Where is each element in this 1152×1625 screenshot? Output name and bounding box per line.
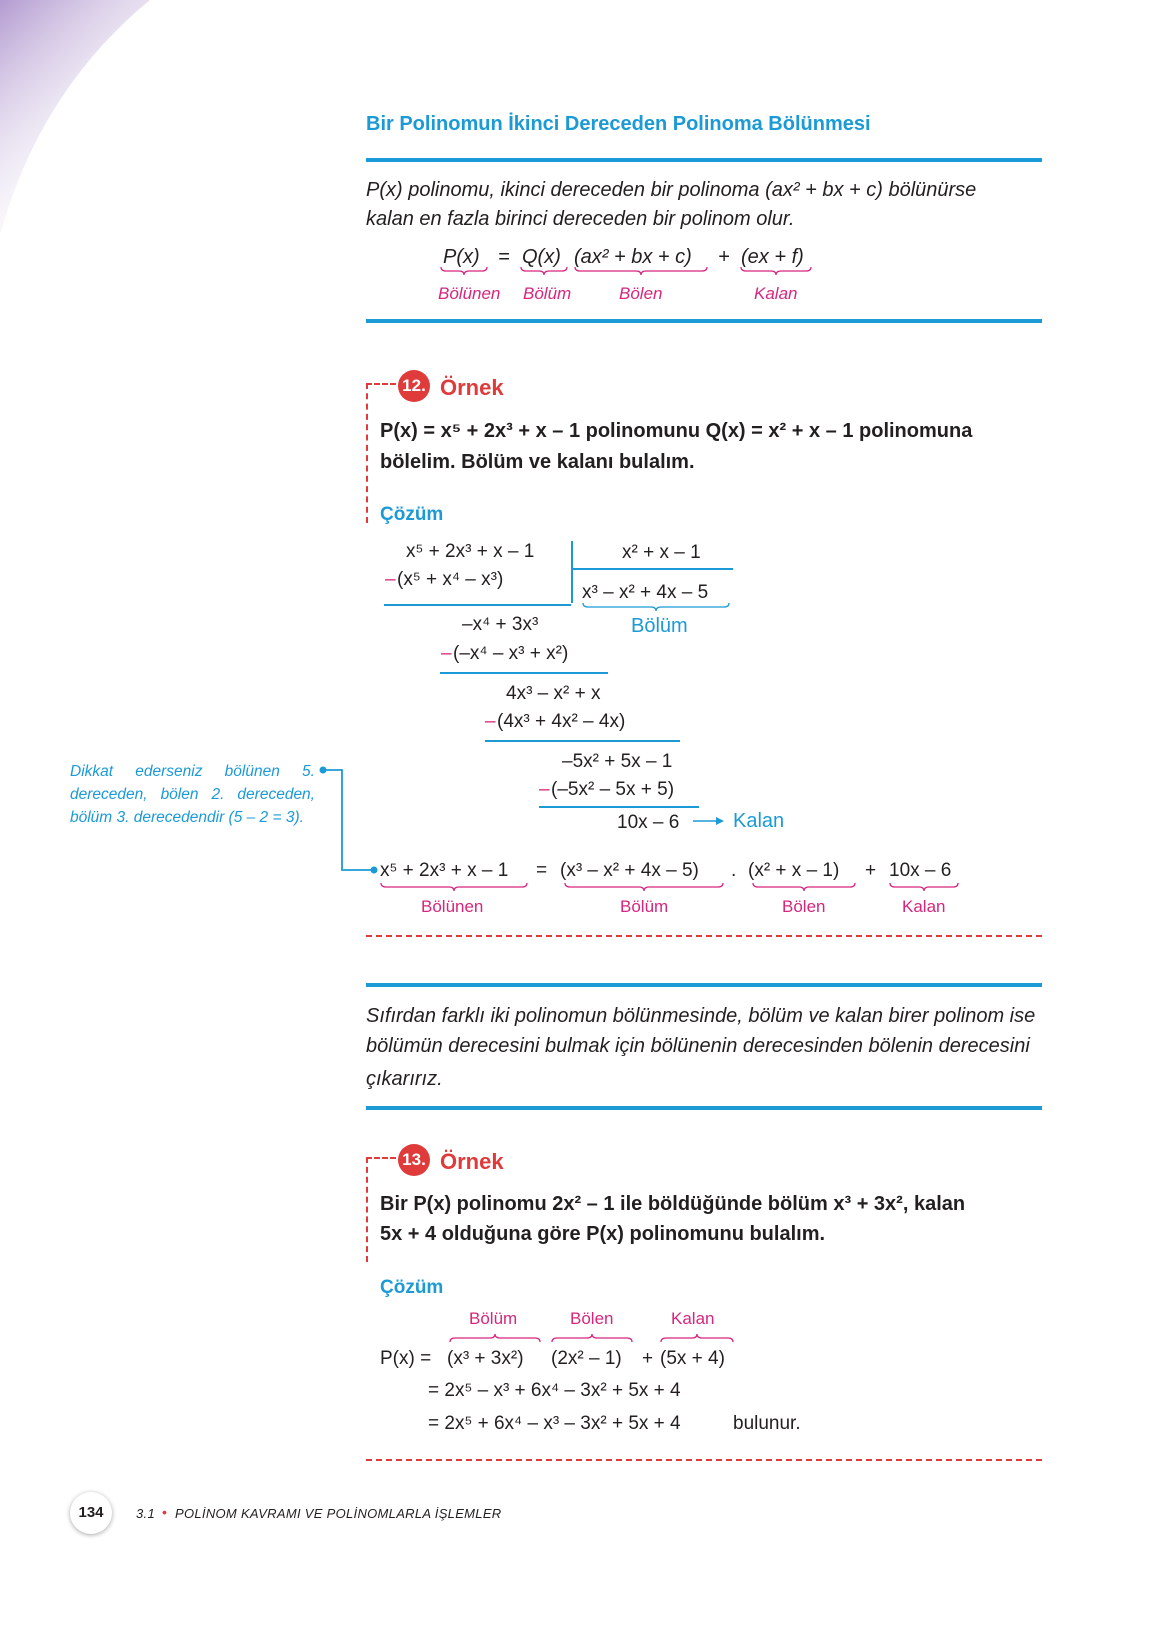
brace-bolunen-2 (380, 882, 528, 892)
example12-dash-bottom (366, 935, 1042, 937)
example13-badge: 13. (398, 1144, 430, 1176)
example13-title: Örnek (440, 1149, 504, 1174)
rule-bottom-line (366, 1106, 1042, 1110)
identity-eq: = (536, 860, 548, 881)
div-sub-2: (–x⁴ – x³ + x²) (453, 643, 569, 664)
formula-eq: = (498, 246, 510, 268)
div-sub-3: (4x³ + 4x² – 4x) (497, 711, 626, 732)
div-row-3: 4x³ – x² + x (506, 683, 601, 704)
formula-divisor: (ax² + bx + c) (574, 246, 692, 268)
identity-plus: + (865, 860, 877, 881)
div-dividend: x⁵ + 2x³ + x – 1 (406, 541, 535, 562)
brace-bolum-3 (449, 1333, 541, 1343)
identity-remainder: 10x – 6 (889, 860, 952, 881)
brace-bolunen-1 (440, 266, 488, 276)
divisor-bracket-vertical (571, 541, 573, 603)
label-bolunen-1: Bölünen (438, 284, 501, 303)
page-number: 134 (70, 1492, 112, 1534)
label-kalan-1: Kalan (754, 284, 798, 303)
intro-line-2: kalan en fazla birinci dereceden bir polinom olur. (366, 208, 795, 230)
div-remainder: 10x – 6 (617, 812, 680, 833)
corner-decoration (0, 0, 160, 240)
sol13-plus: + (642, 1348, 654, 1369)
example12-dash-side (366, 383, 368, 523)
brace-bolen-2 (752, 882, 856, 892)
example12-problem-line-2: bölelim. Bölüm ve kalanı bulalım. (380, 451, 695, 473)
div-minus-4: – (539, 779, 550, 800)
top-rule (366, 158, 1042, 162)
div-line-2 (440, 672, 608, 674)
divisor-bracket-horizontal (571, 568, 733, 570)
example12-cozum: Çözüm (380, 504, 444, 525)
div-row-2: –x⁴ + 3x³ (462, 614, 539, 635)
footer-chapter-number: 3.1 (136, 1506, 155, 1521)
brace-quotient (582, 602, 730, 612)
example12-problem-line-1: P(x) = x⁵ + 2x³ + x – 1 polinomunu Q(x) = x² + x – 1 polinomuna (380, 420, 973, 442)
div-line-4 (539, 806, 699, 808)
rule-line-3: çıkarırız. (366, 1068, 443, 1090)
example12-dash-top (366, 383, 396, 385)
example12-title: Örnek (440, 375, 504, 400)
sol13-line-3: = 2x⁵ + 6x⁴ – x³ – 3x² + 5x + 4 (428, 1413, 681, 1434)
div-divisor: x² + x – 1 (622, 542, 701, 563)
brace-kalan-2 (889, 882, 959, 892)
div-row-4: –5x² + 5x – 1 (562, 751, 673, 772)
section-title: Bir Polinomun İkinci Dereceden Polinoma Bölünmesi (366, 113, 871, 135)
footer-chapter-title: POLİNOM KAVRAMI VE POLİNOMLARLA İŞLEMLER (175, 1506, 502, 1521)
example13-problem-line-2: 5x + 4 olduğuna göre P(x) polinomunu bulalım. (380, 1223, 826, 1245)
example13-cozum: Çözüm (380, 1277, 444, 1298)
example13-dash-side (366, 1157, 368, 1262)
formula-qx: Q(x) (522, 246, 561, 268)
identity-dot: . (731, 860, 737, 881)
sol13-line-3-suffix: bulunur. (733, 1413, 801, 1434)
div-sub-4: (–5x² – 5x + 5) (551, 779, 675, 800)
example13-dash-bottom (366, 1459, 1042, 1461)
identity-dividend: x⁵ + 2x³ + x – 1 (380, 860, 509, 881)
footer-bullet: • (162, 1504, 167, 1520)
div-remainder-label: Kalan (733, 810, 785, 832)
rule-top-line (366, 983, 1042, 987)
div-line-3 (485, 740, 680, 742)
div-quotient-label: Bölüm (631, 615, 688, 637)
formula-px: P(x) (443, 246, 480, 268)
formula-remainder: (ex + f) (741, 246, 804, 268)
label-bolen-2: Bölen (782, 897, 826, 916)
brace-bolum-2 (564, 882, 724, 892)
div-minus-3: – (485, 711, 496, 732)
label-bolen-1: Bölen (619, 284, 663, 303)
side-note: Dikkat ederseniz bölünen 5. dereceden, bölen 2. dereceden, bölüm 3. derecedendir (5 – 2 = 3). (70, 763, 315, 826)
div-minus-1: – (385, 569, 396, 590)
sol13-kalan: (5x + 4) (660, 1348, 725, 1369)
label-bolunen-2: Bölünen (421, 897, 484, 916)
brace-bolum-1 (520, 266, 568, 276)
brace-kalan-3 (660, 1333, 734, 1343)
label-bolum-2: Bölüm (620, 897, 669, 916)
arrow-to-kalan-icon (692, 815, 726, 827)
example12-badge: 12. (398, 370, 430, 402)
sol13-bolum: (x³ + 3x²) (447, 1348, 524, 1369)
example13-problem-line-1: Bir P(x) polinomu 2x² – 1 ile böldüğünde bölüm x³ + 3x², kalan (380, 1193, 966, 1215)
div-sub-1: (x⁵ + x⁴ – x³) (397, 569, 504, 590)
sol13-line-2: = 2x⁵ – x³ + 6x⁴ – 3x² + 5x + 4 (428, 1380, 681, 1401)
rule-line-2: bölümün derecesini bulmak için bölünenin derecesinden bölenin derecesini (366, 1035, 1030, 1057)
label-kalan-2: Kalan (902, 897, 946, 916)
label-bolum-3: Bölüm (469, 1309, 518, 1328)
label-bolen-3: Bölen (570, 1309, 614, 1328)
intro-line-1: P(x) polinomu, ikinci dereceden bir polinoma (ax² + bx + c) bölünürse (366, 179, 977, 201)
sol13-bolen: (2x² – 1) (551, 1348, 622, 1369)
example13-dash-top (366, 1157, 396, 1159)
brace-bolen-3 (551, 1333, 633, 1343)
label-bolum-1: Bölüm (523, 284, 572, 303)
formula-plus: + (718, 246, 730, 268)
label-kalan-3: Kalan (671, 1309, 715, 1328)
brace-bolen-1 (574, 266, 708, 276)
div-quotient: x³ – x² + 4x – 5 (582, 582, 709, 603)
side-note-connector (318, 765, 382, 877)
rule-line-1: Sıfırdan farklı iki polinomun bölünmesinde, bölüm ve kalan birer polinom ise (366, 1005, 1036, 1027)
brace-kalan-1 (740, 266, 812, 276)
div-minus-2: – (441, 643, 452, 664)
sol13-lhs: P(x) = (380, 1348, 432, 1369)
div-line-1 (384, 604, 571, 606)
identity-divisor: (x² + x – 1) (748, 860, 840, 881)
identity-quotient: (x³ – x² + 4x – 5) (560, 860, 699, 881)
formula-rule (366, 319, 1042, 323)
